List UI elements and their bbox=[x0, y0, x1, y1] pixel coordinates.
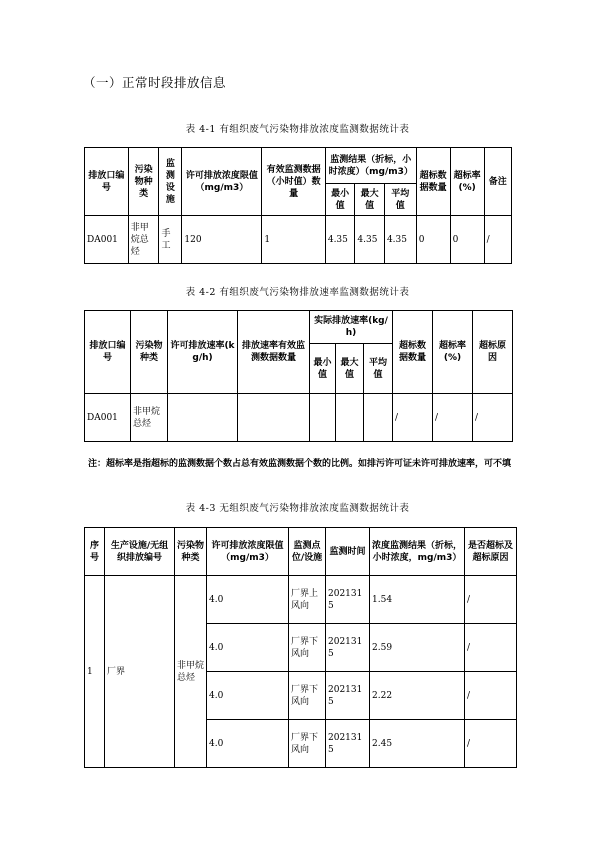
table3 bbox=[84, 527, 517, 768]
t3-header-limit: 许可排放浓度限值（mg/m3） bbox=[207, 528, 289, 576]
t2-cell-exceed-count: / bbox=[393, 394, 433, 442]
t1-cell-pollutant: 非甲烷总烃 bbox=[128, 216, 159, 264]
t3-cell-time: 2021315 bbox=[326, 624, 370, 672]
t2-header-avg: 平均值 bbox=[364, 344, 393, 394]
t1-cell-exceed-count: 0 bbox=[416, 216, 450, 264]
t2-header-exceed-rate: 超标率(%) bbox=[433, 311, 473, 394]
t3-cell-point: 厂界下风向 bbox=[289, 624, 326, 672]
table-row bbox=[85, 394, 513, 442]
t1-header-valid-count: 有效监测数据（小时值）数量 bbox=[262, 148, 326, 216]
t3-cell-point: 厂界下风向 bbox=[289, 672, 326, 720]
t3-cell-time: 2021315 bbox=[326, 720, 370, 768]
t3-cell-exceed: / bbox=[465, 720, 517, 768]
section-heading: （一）正常时段排放信息 bbox=[83, 75, 227, 90]
t1-cell-max: 4.35 bbox=[355, 216, 385, 264]
t3-header-exceed: 是否超标及超标原因 bbox=[465, 528, 517, 576]
t3-cell-result: 2.59 bbox=[370, 624, 465, 672]
t2-header-pollutant: 污染物种类 bbox=[131, 311, 168, 394]
t1-cell-limit: 120 bbox=[182, 216, 262, 264]
t3-cell-limit: 4.0 bbox=[207, 720, 289, 768]
t3-cell-result: 2.45 bbox=[370, 720, 465, 768]
table3-caption: 表 4-3 无组织废气污染物排放浓度监测数据统计表 bbox=[185, 503, 410, 514]
t1-header-max: 最大值 bbox=[355, 184, 385, 216]
t1-header-method: 监测设施 bbox=[159, 148, 182, 216]
t3-header-result: 浓度监测结果（折标，小时浓度，mg/m3） bbox=[370, 528, 465, 576]
t2-header-max: 最大值 bbox=[336, 344, 364, 394]
t2-header-outlet: 排放口编号 bbox=[85, 311, 131, 394]
t2-cell-min bbox=[310, 394, 336, 442]
table2 bbox=[84, 310, 513, 442]
table1 bbox=[84, 147, 512, 264]
table-row bbox=[85, 216, 512, 264]
t3-cell-result: 1.54 bbox=[370, 576, 465, 624]
t2-header-valid-count: 排放速率有效监测数据数量 bbox=[238, 311, 310, 394]
t2-cell-max bbox=[336, 394, 364, 442]
t1-header-min: 最小值 bbox=[325, 184, 355, 216]
t3-cell-time: 2021315 bbox=[326, 672, 370, 720]
t1-cell-exceed-rate: 0 bbox=[450, 216, 484, 264]
table1-caption: 表 4-1 有组织废气污染物排放浓度监测数据统计表 bbox=[185, 124, 410, 135]
t1-header-limit: 许可排放浓度限值（mg/m3） bbox=[182, 148, 262, 216]
t2-cell-reason: / bbox=[473, 394, 513, 442]
table-row bbox=[85, 576, 517, 624]
t1-cell-avg: 4.35 bbox=[384, 216, 416, 264]
t3-header-facility: 生产设施/无组织排放编号 bbox=[105, 528, 175, 576]
t1-header-exceed-rate: 超标率(%) bbox=[450, 148, 484, 216]
t3-header-seq: 序号 bbox=[85, 528, 105, 576]
t2-header-limit: 许可排放速率(kg/h) bbox=[168, 311, 238, 394]
t3-cell-point: 厂界上风向 bbox=[289, 576, 326, 624]
t1-cell-remark: / bbox=[484, 216, 511, 264]
t1-header-outlet: 排放口编号 bbox=[85, 148, 129, 216]
t1-header-avg: 平均值 bbox=[384, 184, 416, 216]
t2-cell-exceed-rate: / bbox=[433, 394, 473, 442]
t2-cell-limit bbox=[168, 394, 238, 442]
t3-cell-exceed: / bbox=[465, 576, 517, 624]
t2-header-min: 最小值 bbox=[310, 344, 336, 394]
t3-header-point: 监测点位/设施 bbox=[289, 528, 326, 576]
t2-header-actual: 实际排放速率(kg/h) bbox=[310, 311, 393, 344]
table2-note: 注：超标率是指超标的监测数据个数占总有效监测数据个数的比例。如排污许可证未许可排放速率，可不填 bbox=[88, 459, 512, 469]
t2-cell-pollutant: 非甲烷总烃 bbox=[131, 394, 168, 442]
t3-header-pollutant: 污染物种类 bbox=[175, 528, 207, 576]
t3-header-time: 监测时间 bbox=[326, 528, 370, 576]
t1-header-result: 监测结果（折标，小时浓度）（mg/m3） bbox=[325, 148, 416, 184]
t3-cell-pollutant: 非甲烷总烃 bbox=[175, 576, 207, 768]
t2-header-reason: 超标原因 bbox=[473, 311, 513, 394]
t3-cell-limit: 4.0 bbox=[207, 576, 289, 624]
t1-header-remark: 备注 bbox=[484, 148, 511, 216]
table2-caption: 表 4-2 有组织废气污染物排放速率监测数据统计表 bbox=[185, 287, 410, 298]
t1-cell-method: 手工 bbox=[159, 216, 182, 264]
t3-cell-limit: 4.0 bbox=[207, 624, 289, 672]
t1-cell-outlet: DA001 bbox=[85, 216, 129, 264]
t3-cell-exceed: / bbox=[465, 672, 517, 720]
t2-cell-avg bbox=[364, 394, 393, 442]
t2-cell-outlet: DA001 bbox=[85, 394, 131, 442]
t3-cell-exceed: / bbox=[465, 624, 517, 672]
t1-cell-min: 4.35 bbox=[325, 216, 355, 264]
t3-cell-point: 厂界下风向 bbox=[289, 720, 326, 768]
t2-cell-valid-count bbox=[238, 394, 310, 442]
t1-header-pollutant: 污染物种类 bbox=[128, 148, 159, 216]
t3-cell-result: 2.22 bbox=[370, 672, 465, 720]
t3-cell-time: 2021315 bbox=[326, 576, 370, 624]
t2-header-exceed-count: 超标数据数量 bbox=[393, 311, 433, 394]
t3-cell-seq: 1 bbox=[85, 576, 105, 768]
t1-header-exceed-count: 超标数据数量 bbox=[416, 148, 450, 216]
t3-cell-limit: 4.0 bbox=[207, 672, 289, 720]
t1-cell-valid-count: 1 bbox=[262, 216, 326, 264]
t3-cell-facility: 厂界 bbox=[105, 576, 175, 768]
